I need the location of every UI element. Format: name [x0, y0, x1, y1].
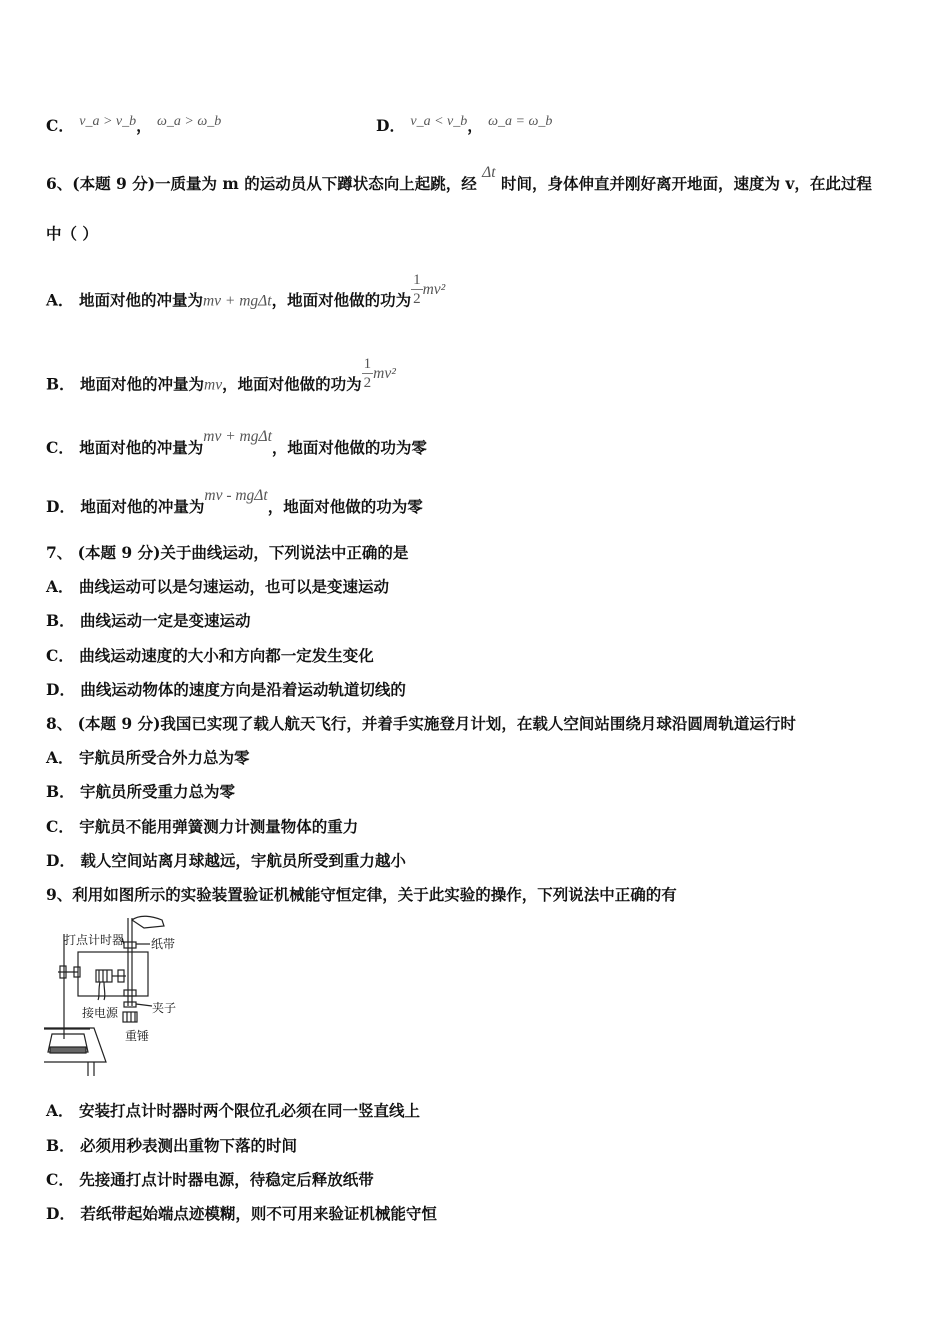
q7-option-a[interactable] — [46, 577, 389, 597]
option-label: B． — [46, 782, 75, 801]
option-text: ，地面对他做的功为 — [271, 290, 412, 310]
option-text: 曲线运动速度的大小和方向都一定发生变化 — [79, 646, 374, 665]
q6-stem-line2: 中（ ） — [46, 224, 98, 243]
option-text: 地面对他的冲量为 — [80, 374, 205, 394]
option-text: 安装打点计时器时两个限位孔必须在同一竖直线上 — [78, 1101, 420, 1120]
option-label: D． — [46, 497, 75, 516]
q6-option-c[interactable] — [46, 428, 427, 459]
q9-option-d[interactable] — [46, 1204, 437, 1224]
option-label: D． — [46, 680, 75, 699]
option-label: B． — [46, 374, 75, 394]
fraction: $\frac{1}{2}$ — [363, 356, 372, 391]
option-text: ，地面对他做的功为零 — [267, 497, 423, 516]
option-text: 地面对他的冲量为 — [80, 497, 205, 516]
option-text: 曲线运动一定是变速运动 — [80, 611, 251, 630]
clamp — [124, 1002, 136, 1007]
label-power: 接电源 — [82, 1006, 119, 1020]
q8-option-a[interactable] — [46, 748, 249, 768]
q9-option-a[interactable] — [46, 1101, 420, 1121]
option-label: D． — [46, 1204, 75, 1223]
q5-option-c[interactable] — [46, 116, 221, 138]
option-text: 宇航员所受重力总为零 — [80, 782, 236, 801]
option-text: 宇航员不能用弹簧测力计测量物体的重力 — [79, 817, 359, 836]
q7-stem: 7、 (本题 9 分)关于曲线运动，下列说法中正确的是 — [46, 543, 409, 562]
separator: ， — [136, 116, 152, 135]
math-expression: mv² — [422, 280, 446, 298]
q8-option-b[interactable] — [46, 782, 235, 802]
q6-stem — [46, 164, 872, 195]
option-text: ，地面对他做的功为零 — [271, 438, 427, 457]
option-label: A． — [46, 1101, 74, 1120]
base-hatch — [50, 1047, 86, 1053]
q6-option-b[interactable] — [46, 356, 396, 404]
option-label: C． — [46, 438, 74, 457]
experiment-apparatus-figure — [44, 914, 194, 1080]
math-expression: mv - mgΔt — [204, 487, 268, 504]
label-tape: 纸带 — [151, 937, 176, 951]
option-text: 宇航员所受合外力总为零 — [78, 748, 250, 767]
math-expression: mv + mgΔt — [203, 428, 272, 445]
q8-option-c[interactable] — [46, 817, 358, 837]
q7-option-c[interactable] — [46, 646, 374, 666]
option-label: B． — [46, 1136, 75, 1155]
math-expression: mv + mgΔt — [202, 292, 272, 310]
stem-text: 时间，身体伸直并刚好离开地面，速度为 v，在此过程 — [500, 174, 872, 193]
option-label: D． — [46, 851, 75, 870]
option-text: 曲线运动物体的速度方向是沿着运动轨道切线的 — [80, 680, 406, 699]
q5-option-d[interactable] — [376, 116, 552, 138]
q8-option-d[interactable] — [46, 851, 406, 871]
option-text: 曲线运动可以是匀速运动，也可以是变速运动 — [78, 577, 389, 596]
option-label: C． — [46, 646, 74, 665]
option-label: C． — [46, 1170, 74, 1189]
option-label: D． — [376, 116, 405, 135]
table — [44, 1028, 106, 1062]
q6-option-d[interactable] — [46, 487, 423, 518]
option-text: 先接通打点计时器电源，待稳定后释放纸带 — [79, 1170, 374, 1189]
fraction: $\frac{1}{2}$ — [413, 272, 421, 307]
q9-stem: 9、利用如图所示的实验装置验证机械能守恒定律，关于此实验的操作，下列说法中正确的有 — [46, 885, 677, 904]
hand — [132, 916, 164, 928]
option-text: 必须用秒表测出重物下落的时间 — [80, 1136, 298, 1155]
option-text: 载人空间站离月球越远，宇航员所受到重力越小 — [80, 851, 406, 870]
timer-board — [78, 952, 148, 996]
option-label: A． — [46, 290, 74, 310]
math-expression: v_a > v_b — [79, 114, 137, 129]
math-expression: ω_a = ω_b — [488, 114, 553, 129]
math-expression: mv — [204, 376, 223, 394]
label-timer: 打点计时器 — [64, 933, 125, 947]
q6-option-a[interactable] — [46, 272, 446, 320]
math-expression: ω_a > ω_b — [157, 114, 222, 129]
separator: ， — [467, 116, 483, 135]
q8-stem: 8、 (本题 9 分)我国已实现了载人航天飞行，并着手实施登月计划，在载人空间站围绕月球沿圆周轨道运行时 — [46, 714, 796, 733]
math-expression: Δt — [482, 164, 496, 181]
math-expression: mv² — [373, 364, 396, 382]
q9-option-b[interactable] — [46, 1136, 297, 1156]
option-text: ，地面对他做的功为 — [222, 374, 362, 394]
option-label: B． — [46, 611, 75, 630]
q7-option-d[interactable] — [46, 680, 406, 700]
option-text: 若纸带起始端点迹模糊，则不可用来验证机械能守恒 — [80, 1204, 437, 1223]
math-expression: v_a < v_b — [410, 114, 468, 129]
option-label: C． — [46, 116, 74, 135]
label-clamp: 夹子 — [152, 1001, 177, 1015]
label-weight: 重锤 — [125, 1029, 150, 1043]
option-text: 地面对他的冲量为 — [78, 290, 203, 310]
q7-option-b[interactable] — [46, 611, 251, 631]
option-label: A． — [46, 748, 74, 767]
option-label: C． — [46, 817, 74, 836]
stem-text: 6、(本题 9 分)一质量为 m 的运动员从下蹲状态向上起跳，经 — [46, 174, 477, 193]
option-label: A． — [46, 577, 74, 596]
option-text: 地面对他的冲量为 — [79, 438, 204, 457]
q9-option-c[interactable] — [46, 1170, 374, 1190]
